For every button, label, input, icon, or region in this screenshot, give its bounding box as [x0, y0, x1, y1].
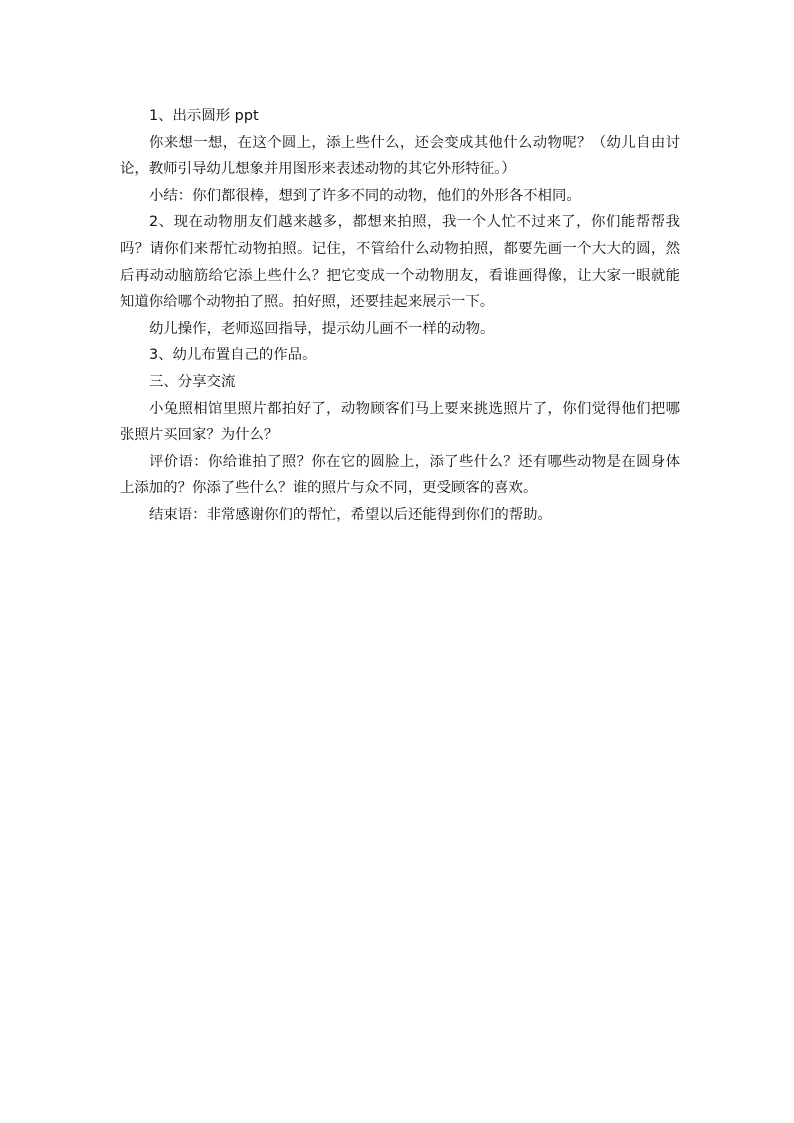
document-body [120, 103, 680, 529]
paragraph-child-activity: 幼儿操作，老师巡回指导，提示幼儿画不一样的动物。 [149, 320, 495, 337]
paragraph-summary: 小结：你们都很棒，想到了许多不同的动物，他们的外形各不相同。 [149, 187, 581, 204]
paragraph-question: 你来想一想，在这个圆上，添上些什么，还会变成其他什么动物呢？（幼儿自由讨论，教师引导幼儿想象并用图形来表述动物的其它外形特征。） [120, 134, 680, 178]
paragraph-step-3: 3、幼儿布置自己的作品。 [149, 347, 317, 364]
paragraph-closing: 结束语：非常感谢你们的帮忙，希望以后还能得到你们的帮助。 [149, 506, 552, 523]
paragraph-step-2: 2、现在动物朋友们越来越多，都想来拍照，我一个人忙不过来了，你们能帮帮我吗？请你们来帮忙动物拍照。记住，不管给什么动物拍照，都要先画一个大大的圆，然后再动动脑筋给它添上些什么？把它变成一个动物朋友，看谁画得像，让大家一眼就能知道你给哪个动物拍了照。拍好照，还要挂起来展示一下。 [120, 214, 680, 311]
paragraph-evaluation: 评价语：你给谁拍了照？你在它的圆脸上，添了些什么？还有哪些动物是在圆身体上添加的？你添了些什么？谁的照片与众不同，更受顾客的喜欢。 [120, 453, 680, 497]
paragraph-photo-studio: 小兔照相馆里照片都拍好了，动物顾客们马上要来挑选照片了，你们觉得他们把哪张照片买回家？为什么？ [120, 400, 680, 444]
paragraph-step-1-title: 1、出示圆形 ppt [149, 108, 259, 124]
section-heading-sharing: 三、分享交流 [149, 373, 236, 390]
